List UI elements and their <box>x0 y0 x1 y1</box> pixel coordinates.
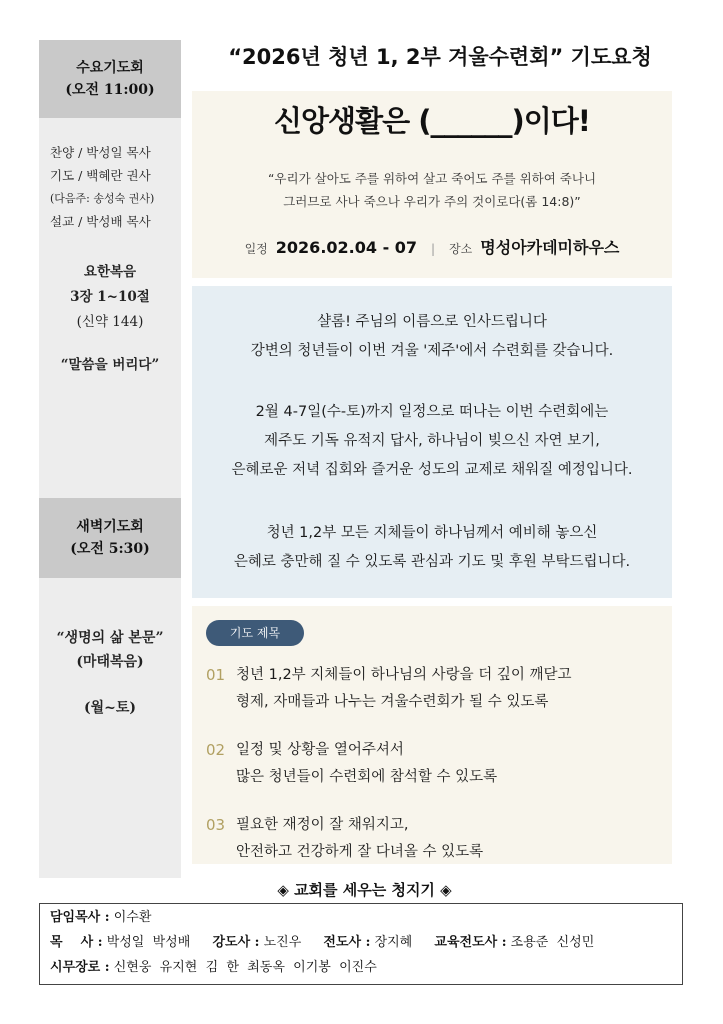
elders-label: 시무장로 : <box>50 960 110 975</box>
prayer-text <box>236 812 483 866</box>
service-roles <box>39 141 181 233</box>
theme-headline: 신앙생활은 (______)이다! <box>274 104 590 138</box>
preacher-label: 강도사 : <box>212 935 260 950</box>
evangelist-name: 장지혜 <box>374 935 413 950</box>
scripture-block <box>39 260 181 378</box>
senior-pastor-name: 이수환 <box>113 910 152 925</box>
prayer-line: 많은 청년들이 수련회에 참석할 수 있도록 <box>236 769 498 785</box>
paragraph-line: 제주도 기독 유적지 답사, 하나님이 빚으신 자연 보기, <box>264 433 600 449</box>
elder-names: 신현웅 유지현 김 한 최동옥 이기봉 이진수 <box>113 960 377 975</box>
message-panel <box>192 286 672 598</box>
scripture-book: 요한복음 <box>83 264 137 280</box>
dawn-service-time: (오전 5:30) <box>70 541 150 557</box>
prayer-line: 일정 및 상황을 열어주셔서 <box>236 742 404 758</box>
place-value: 명성아카데미하우스 <box>480 238 620 257</box>
theme-panel <box>192 91 672 278</box>
sermon-title: “말씀을 버리다” <box>60 357 160 373</box>
pastor-names: 박성일 박성배 <box>106 935 191 950</box>
staff-row-elders <box>50 957 377 979</box>
prayer-line: 형제, 자매들과 나누는 겨울수련회가 될 수 있도록 <box>236 694 549 710</box>
schedule-paragraph <box>192 398 672 485</box>
role-prayer-next: (다음주: 송성숙 권사) <box>50 192 155 205</box>
prayer-text <box>236 662 571 716</box>
request-paragraph <box>192 519 672 577</box>
verse-line-2: 그러므로 사나 죽으나 우리가 주의 것이로다(롬 14:8)” <box>283 194 581 209</box>
role-praise: 찬양 / 박성일 목사 <box>50 145 151 160</box>
prayer-line: 필요한 재정이 잘 채워지고, <box>236 817 409 833</box>
dawn-service-title: 새벽기도회 <box>76 519 144 535</box>
dawn-service-header <box>39 498 181 578</box>
staff-row-ministers <box>50 932 594 954</box>
education-evangelist-names: 조용준 신성민 <box>510 935 595 950</box>
wednesday-service-title: 수요기도회 <box>76 60 144 76</box>
bible-verse <box>192 167 672 213</box>
role-sermon: 설교 / 박성배 목사 <box>50 214 151 229</box>
dawn-days: (월~토) <box>83 700 137 716</box>
verse-line-1: “우리가 살아도 주를 위하여 살고 죽어도 주를 위하여 죽나니 <box>267 171 597 186</box>
page-title: “2026년 청년 1, 2부 겨울수련회” 기도요청 <box>228 45 652 69</box>
prayer-line: 안전하고 건강하게 잘 다녀올 수 있도록 <box>236 844 484 860</box>
dawn-text: “생명의 삶 본문” <box>56 630 164 646</box>
footer-title: ◈ 교회를 세우는 청지기 ◈ <box>277 881 452 899</box>
date-label: 일정 <box>244 242 268 256</box>
prayer-badge: 기도 제목 <box>206 620 304 646</box>
paragraph-line: 청년 1,2부 모든 지체들이 하나님께서 예비해 놓으신 <box>266 525 598 541</box>
dawn-scripture-block <box>39 626 181 720</box>
role-prayer: 기도 / 백혜란 권사 <box>50 168 151 183</box>
paragraph-line: 2월 4-7일(수-토)까지 일정으로 떠나는 이번 수련회에는 <box>255 404 609 420</box>
paragraph-line: 은혜로 충만해 질 수 있도록 관심과 기도 및 후원 부탁드립니다. <box>233 554 631 570</box>
staff-box <box>39 903 683 985</box>
worship-sidebar <box>39 40 181 878</box>
evangelist-label: 전도사 : <box>323 935 371 950</box>
dawn-book: (마태복음) <box>76 654 144 670</box>
greeting-paragraph <box>192 308 672 366</box>
prayer-number: 01 <box>206 666 226 684</box>
prayer-text <box>236 737 497 791</box>
info-separator: | <box>431 242 436 256</box>
paragraph-line: 샬롬! 주님의 이름으로 인사드립니다 <box>317 314 547 330</box>
senior-pastor-label: 담임목사 : <box>50 910 110 925</box>
schedule-info <box>192 236 672 261</box>
preacher-name: 노진우 <box>263 935 302 950</box>
prayer-line: 청년 1,2부 지체들이 하나님의 사랑을 더 깊이 깨닫고 <box>236 667 572 683</box>
prayer-number: 02 <box>206 741 226 759</box>
education-evangelist-label: 교육전도사 : <box>434 935 507 950</box>
wednesday-service-header <box>39 40 181 118</box>
scripture-reference: 3장 1~10절 <box>70 289 150 305</box>
date-value: 2026.02.04 - 07 <box>275 238 418 257</box>
prayer-panel <box>192 606 672 864</box>
scripture-page: (신약 144) <box>76 314 144 330</box>
paragraph-line: 은혜로운 저녁 집회와 즐거운 성도의 교제로 채워질 예정입니다. <box>231 462 633 478</box>
place-label: 장소 <box>449 242 473 256</box>
wednesday-service-time: (오전 11:00) <box>65 82 155 98</box>
staff-row-senior <box>50 907 151 929</box>
paragraph-line: 강변의 청년들이 이번 겨울 '제주'에서 수련회를 갖습니다. <box>250 343 614 359</box>
pastor-label: 목 사 : <box>50 935 103 950</box>
prayer-number: 03 <box>206 816 226 834</box>
